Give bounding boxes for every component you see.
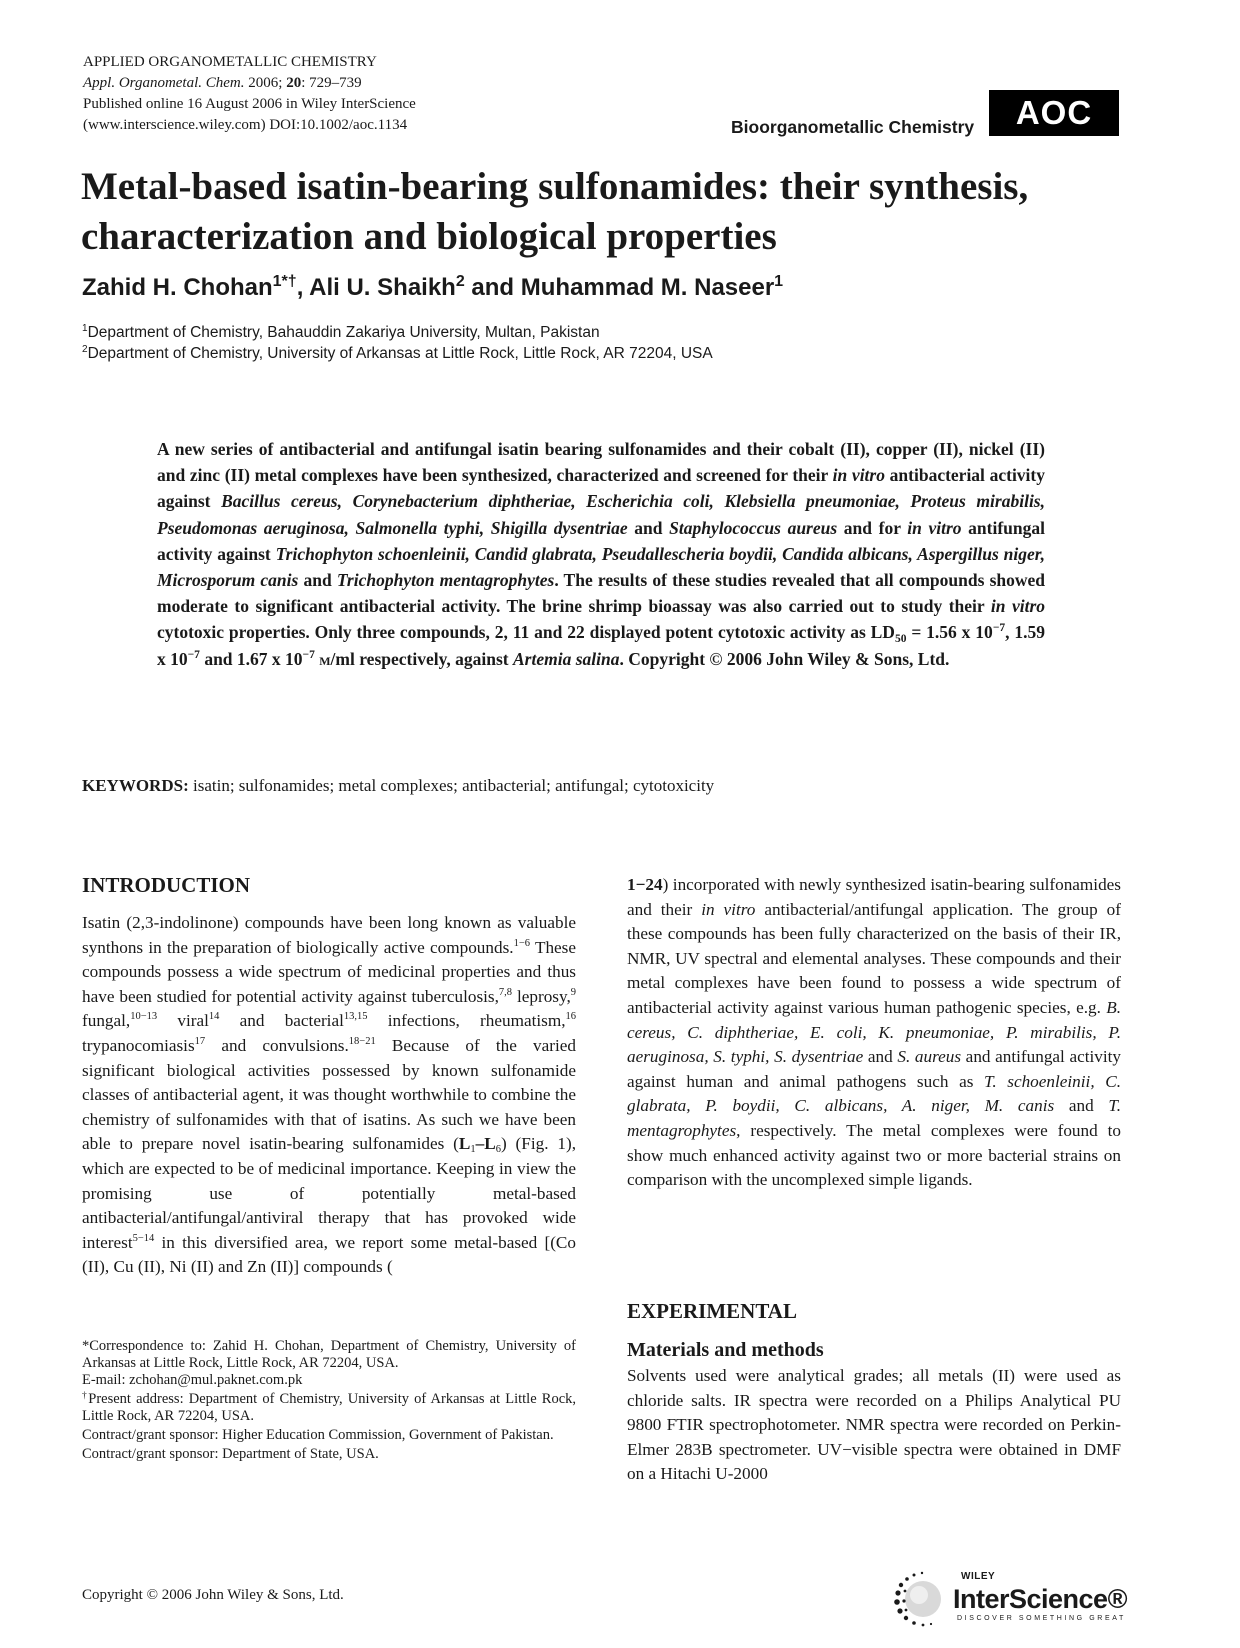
abstract-italic: Trichophyton mentagrophytes <box>336 570 555 591</box>
abstract-italic: in vitro <box>990 596 1045 617</box>
body-text: and antifungal activity against human and animal pathogens such as <box>627 1047 1122 1091</box>
abstract-text: antifungal activity against <box>157 517 1046 564</box>
affiliation-text: Department of Chemistry, Bahauddin Zakariya University, Multan, Pakistan <box>87 324 600 341</box>
keywords-label: KEYWORDS: <box>82 776 189 795</box>
body-text: fungal, <box>82 1011 131 1031</box>
citation-ref: 17 <box>194 1035 206 1047</box>
citation-ref: 1−6 <box>513 937 530 949</box>
footer-copyright: Copyright © 2006 John Wiley & Sons, Ltd. <box>82 1587 344 1603</box>
body-text: trypanocomiasis <box>82 1035 195 1055</box>
author-separator: , <box>296 274 310 301</box>
body-text: and <box>863 1047 898 1067</box>
author-affil-mark: 2 <box>455 273 465 290</box>
subsection-heading-materials: Materials and methods <box>627 1339 824 1361</box>
footnote-grant: Contract/grant sponsor: Department of State, USA. <box>82 1446 379 1462</box>
author-name: Muhammad M. Naseer <box>520 274 775 301</box>
introduction-paragraph <box>82 911 576 1280</box>
author-separator: and <box>464 274 521 301</box>
body-italic: in vitro <box>701 899 756 919</box>
citation-ref: 13,15 <box>343 1011 368 1023</box>
affiliations <box>82 322 713 364</box>
section-heading-introduction: INTRODUCTION <box>82 873 251 897</box>
body-text: in this diversified area, we report some metal-based [(Co (II), Cu (II), Ni (II) and Zn (II)] compounds ( <box>82 1232 576 1277</box>
body-text: infections, rheumatism, <box>367 1011 566 1031</box>
interscience-brand: InterScience® <box>953 1584 1127 1614</box>
keywords-text: isatin; sulfonamides; metal complexes; antibacterial; antifungal; cytotoxicity <box>188 776 715 795</box>
body-text: leprosy, <box>512 986 571 1006</box>
article-title: Metal-based isatin-bearing sulfonamides: their synthesis, characterization and biological properties <box>81 165 1029 258</box>
interscience-swirl-icon <box>893 1571 951 1627</box>
footnote-text: Present address: Department of Chemistry, University of Arkansas at Little Rock, Little Rock, AR 72204, USA. <box>82 1391 577 1424</box>
affiliation-text: Department of Chemistry, University of Arkansas at Little Rock, Little Rock, AR 72204, USA <box>87 345 713 362</box>
body-text: and convulsions. <box>205 1035 349 1055</box>
abstract-text: and <box>627 517 670 538</box>
body-italic: T. mentagrophytes <box>627 1096 1121 1140</box>
molar-unit: m <box>319 648 331 669</box>
affiliation <box>82 343 713 364</box>
author-name: Ali U. Shaikh <box>309 274 456 301</box>
body-text: , respectively. The metal complexes were found to show much enhanced activity against two or more bacterial strains on comparison with the uncomplexed simple ligands. <box>627 1120 1121 1190</box>
body-text: ) incorporated with newly synthesized isatin-bearing sulfonamides and their <box>627 875 1121 919</box>
section-heading-experimental: EXPERIMENTAL <box>627 1299 797 1323</box>
keywords <box>82 776 714 796</box>
citation-ref: 14 <box>208 1011 220 1023</box>
author-affil-mark: 1 <box>774 273 784 290</box>
abstract-text: and <box>298 570 337 591</box>
abstract-text: /ml respectively, against <box>330 648 513 669</box>
citation-year: 2006; <box>244 75 287 91</box>
body-text: ) (Fig. 1), which are expected to be of medicinal importance. Keeping in view the promising use of potentially metal-based antibacterial/antifungal/antiviral therapy that has provoked wide interest <box>82 1134 576 1252</box>
body-text: viral <box>157 1011 209 1031</box>
citation-ref: 18−21 <box>348 1035 376 1047</box>
doi-line: (www.interscience.wiley.com) DOI:10.1002/aoc.1134 <box>83 117 408 133</box>
abstract-text: . The results of these studies revealed that all compounds showed moderate to significant antibacterial activity. The brine shrimp bioassay was also carried out to study their <box>157 570 1045 617</box>
footnote-mark: † <box>82 1391 89 1401</box>
footnote-correspondence <box>82 1338 576 1389</box>
abstract-text: . Copyright © 2006 John Wiley & Sons, Ltd. <box>619 648 950 669</box>
body-italic: B. cereus, C. diphtheriae, E. coli, K. pneumoniae, P. mirabilis, P. aeruginosa, S. typhi, S. dysentriae <box>627 997 1121 1067</box>
body-text: antibacterial/antifungal application. The group of these compounds has been fully characterized on the basis of their IR, NMR, UV spectral and elemental analyses. These compounds and their metal complexes have been found to possess a wide spectrum of antibacterial activity against various human pathogenic species, e.g. <box>627 899 1121 1017</box>
affiliation-mark: 1 <box>82 323 88 334</box>
author-list <box>82 274 783 302</box>
ligand-subscript: 6 <box>495 1144 501 1156</box>
body-text: Isatin (2,3-indolinone) compounds have been long known as valuable synthons in the preparation of biologically active compounds. <box>82 913 576 957</box>
affiliation <box>82 322 713 343</box>
journal-badge: AOC <box>989 90 1119 136</box>
abstract-italic: in vitro <box>907 517 962 538</box>
body-text: Because of the varied significant biological activities possessed by known sulfonamide classes of antibacterial agent, it was thought worthwhile to combine the chemistry of sulfonamides with that of isatins. As such we have been able to prepare novel isatin-bearing sulfonamides ( <box>82 1035 576 1154</box>
citation-line <box>83 73 603 94</box>
compound-range: 1−24 <box>627 875 663 894</box>
citation-ref: 7,8 <box>498 986 513 998</box>
section-label: Bioorganometallic Chemistry <box>731 117 975 137</box>
citation-ref: 5−14 <box>132 1232 155 1244</box>
abstract-italic: in vitro <box>832 465 885 486</box>
citation-ref: 10−13 <box>130 1011 158 1023</box>
wiley-label: WILEY <box>961 1571 996 1582</box>
abstract-text: = 1.56 x 10 <box>906 622 993 643</box>
interscience-tagline: DISCOVER SOMETHING GREAT <box>957 1615 1126 1622</box>
affiliation-mark: 2 <box>82 344 88 355</box>
experimental-body <box>627 1364 1121 1487</box>
interscience-logo <box>893 1571 1133 1627</box>
introduction-body-right <box>627 873 1121 1193</box>
ld-subscript: 50 <box>894 633 907 646</box>
abstract-text: , 1.59 x 10 <box>157 622 1045 669</box>
experimental-paragraph: Solvents used were analytical grades; all metals (II) were used as chloride salts. IR spectra were recorded on a Philips Analytical PU 9800 FTIR spectrophotometer. NMR spectra were recorded on Perkin-Elmer 283B spectrometer. UV−visible spectra were obtained in DMF on a Hitachi U-2000 <box>627 1366 1121 1484</box>
abstract-italic: Staphylococcus aureus <box>669 517 838 538</box>
abstract-text: and for <box>837 517 908 538</box>
ligand-label: L <box>484 1134 496 1154</box>
footnote-grant: Contract/grant sponsor: Higher Education Commission, Government of Pakistan. <box>82 1427 554 1443</box>
introduction-paragraph-continued <box>627 873 1121 1193</box>
abstract-text: A new series of antibacterial and antifungal isatin bearing sulfonamides and their cobalt (II), copper (II), nickel (II) and zinc (II) metal complexes have been synthesized, characterized and screened for their <box>157 439 1045 486</box>
footnote-text: *Correspondence to: Zahid H. Chohan, Department of Chemistry, University of Arkansas at Little Rock, Little Rock, AR 72204, USA. <box>82 1338 576 1371</box>
exponent: −7 <box>187 648 200 661</box>
exponent: −7 <box>992 622 1006 635</box>
citation-volume: 20 <box>286 75 302 91</box>
author-name: Zahid H. Chohan <box>82 274 273 301</box>
body-text: These compounds possess a wide spectrum of medicinal properties and thus have been studied for potential activity against tuberculosis, <box>82 937 576 1006</box>
abstract-text: cytotoxic properties. Only three compounds, 2, 11 and 22 displayed potent cytotoxic activity as LD <box>157 622 895 643</box>
citation-journal: Appl. Organometal. Chem. <box>83 75 245 91</box>
body-text: and bacterial <box>219 1011 344 1031</box>
published-line: Published online 16 August 2006 in Wiley InterScience <box>83 96 416 112</box>
footnote-present-address <box>82 1391 576 1425</box>
abstract-text: antibacterial activity against <box>157 465 1045 512</box>
abstract-text: and 1.67 x 10 <box>199 648 303 669</box>
ligand-subscript: 1 <box>470 1144 476 1156</box>
journal-name: APPLIED ORGANOMETALLIC CHEMISTRY <box>83 54 377 70</box>
footnote-email: E-mail: zchohan@mul.paknet.com.pk <box>82 1372 303 1388</box>
ligand-label: L <box>458 1134 471 1154</box>
citation-ref: 16 <box>565 1011 576 1023</box>
abstract <box>157 436 1045 672</box>
introduction-body-left <box>82 911 576 1280</box>
citation-ref: 9 <box>570 986 576 998</box>
author-affil-mark: 1*† <box>272 273 297 290</box>
range-dash: – <box>475 1134 485 1154</box>
body-italic: T. schoenleinii, C. glabrata, P. boydii, C. albicans, A. niger, M. canis <box>627 1071 1122 1116</box>
body-italic: S. aureus <box>897 1047 962 1067</box>
exponent: −7 <box>302 648 315 661</box>
abstract-italic: Artemia salina <box>512 648 620 669</box>
citation-pages: : 729–739 <box>301 75 362 91</box>
body-text: and <box>1054 1096 1109 1116</box>
abstract-italic: Trichophyton schoenleinii, Candid glabrata, Pseudallescheria boydii, Candida albicans, Aspergillus niger, Microsporum canis <box>157 543 1045 591</box>
publication-info <box>83 52 603 136</box>
abstract-italic: Bacillus cereus, Corynebacterium diphtheriae, Escherichia coli, Klebsiella pneumoniae, Proteus mirabilis, Pseudomonas aeruginosa, Salmonella typhi, Shigilla dysentriae <box>157 491 1045 538</box>
footnotes <box>82 1338 576 1465</box>
